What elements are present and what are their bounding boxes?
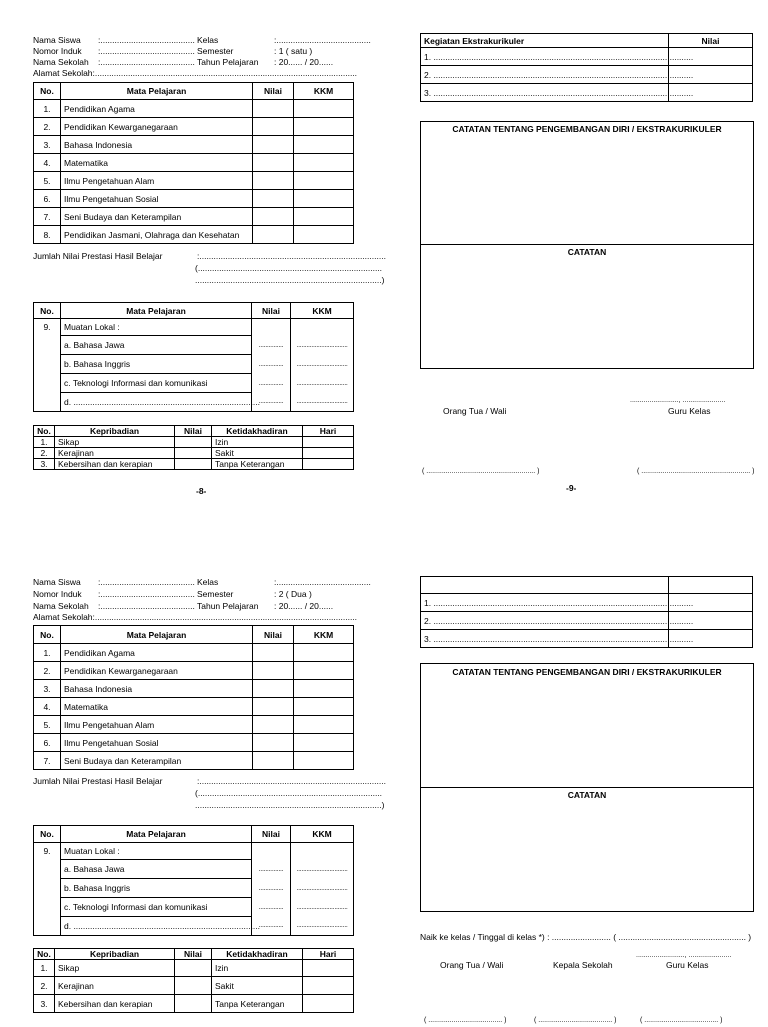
list-item: a. Bahasa Jawa ............... ............................... [34, 336, 354, 355]
ekstra-table [420, 576, 753, 648]
label-alamat: Alamat Sekolah:............................................................................................................... [33, 68, 358, 78]
value-nama-siswa: :........................................ [98, 577, 195, 587]
label-tahun: Tahun Pelajaran [197, 601, 259, 611]
mulok-table: No. Mata Pelajaran Nilai KKM 9. Muatan Lokal : a. Bahasa Jawa ............... ............................... b. Bahasa Inggris ............... ............................... c. Teknologi Informasi dan komunikasi ............... ............................... d. ............................................................................... ............... ............................... [33, 302, 354, 412]
sign-2: ( ...................................... ) [534, 1017, 617, 1024]
table-row: 5. Ilmu Pengetahuan Alam [34, 172, 354, 190]
catatan-box [420, 121, 754, 369]
list-item: b. Bahasa Inggris ............... ............................... [34, 355, 354, 374]
table-row: 7. Seni Budaya dan Keterampilan [34, 208, 354, 226]
table-row: 3. Bahasa Indonesia [34, 680, 354, 698]
table-row: 2. Pendidikan Kewarganegaraan [34, 662, 354, 680]
value-tahun: : 20...... / 20...... [274, 601, 334, 611]
divider [420, 787, 754, 788]
col-no: No. [34, 83, 61, 100]
page-number-8: -8- [196, 486, 207, 496]
catatan-pengembangan-title: CATATAN TENTANG PENGEMBANGAN DIRI / EKSTRAKURIKULER [452, 124, 722, 134]
table-row: 2. .............................................................................................................. [421, 612, 753, 630]
table-row: 3. .............................................................................................................. [421, 84, 753, 102]
subjects-table: No. Mata Pelajaran Nilai KKM 1. Pendidikan Agama 2. Pendidikan Kewarganegaraan 3. Bahasa Indonesia 4. Matematika 5. Ilmu Pengetahuan Alam 6. Ilmu Pengetahuan Sosial 7. Seni Budaya dan Keterampilan [33, 625, 354, 770]
label-nomor-induk: Nomor Induk [33, 46, 82, 56]
label-nama-siswa: Nama Siswa [33, 35, 81, 45]
col-nilai: Nilai [253, 83, 294, 100]
kepribadian-table: No. Kepribadian Nilai Ketidakhadiran Hari 1. Sikap Izin 2. Kerajinan Sakit 3. Kebersihan dan kerapian Tanpa Keterangan [33, 948, 354, 1013]
label-kelas: Kelas [197, 577, 219, 587]
label-tahun: Tahun Pelajaran [197, 57, 259, 67]
value-kelas: :........................................ [274, 577, 371, 587]
table-row: 5. Ilmu Pengetahuan Alam [34, 716, 354, 734]
date-line: ........................., ...................... [630, 397, 726, 404]
sign-1: ( ...................................... ) [424, 1017, 507, 1024]
table-row: 3. Kebersihan dan kerapian Tanpa Keterangan [34, 995, 354, 1013]
jumlah-line1: :............................................................................... [197, 251, 386, 261]
catatan-title: CATATAN [567, 790, 607, 800]
value-nama-sekolah: :........................................ [98, 601, 195, 611]
value-nama-sekolah: :........................................ [98, 57, 195, 67]
kepala-sekolah-label: Kepala Sekolah [553, 960, 613, 970]
date-line: ........................., ...................... [636, 952, 732, 959]
label-semester: Semester [197, 589, 234, 599]
list-item: d. ............................................................................... ............... ............................... [34, 917, 354, 936]
table-row: 3. Bahasa Indonesia [34, 136, 354, 154]
divider [420, 244, 754, 245]
label-nama-sekolah: Nama Sekolah [33, 601, 89, 611]
value-kelas: :........................................ [274, 35, 371, 45]
naik-kelas-line: Naik ke kelas / Tinggal di kelas *) : ......................... ( ...................................................... ) [420, 932, 752, 942]
list-item: a. Bahasa Jawa ............... ............................... [34, 860, 354, 879]
subjects-table [33, 82, 354, 244]
kepribadian-table: No. Kepribadian Nilai Ketidakhadiran Hari 1. Sikap Izin 2. Kerajinan Sakit 3. Kebersihan dan kerapian Tanpa Keterangan [33, 425, 354, 470]
jumlah-line3: ...............................................................................) [195, 275, 385, 285]
value-nomor-induk: :........................................ [98, 589, 195, 599]
list-item: d. ............................................................................... ............... ............................... [34, 393, 354, 412]
page-number-9: -9- [566, 483, 577, 493]
catatan-title: CATATAN [567, 247, 607, 257]
label-kelas: Kelas [197, 35, 219, 45]
table-row: 1. .............................................................................................................. [421, 594, 753, 612]
jumlah-line3: ...............................................................................) [195, 800, 385, 810]
label-nomor-induk: Nomor Induk [33, 589, 82, 599]
table-row: 8. Pendidikan Jasmani, Olahraga dan Kesehatan [34, 226, 354, 244]
table-row: 1. .............................................................................................................. [421, 48, 753, 66]
col-mapel: Mata Pelajaran [61, 83, 253, 100]
guru-kelas-label: Guru Kelas [666, 960, 709, 970]
ekstra-table [420, 33, 753, 102]
table-row: 1. Pendidikan Agama [34, 100, 354, 118]
sign-right: ( ........................................................ ) [637, 468, 755, 475]
table-row: 2. Kerajinan Sakit [34, 448, 354, 459]
label-alamat: Alamat Sekolah:............................................................................................................... [33, 612, 358, 622]
value-semester: : 1 ( satu ) [274, 46, 313, 56]
list-item: c. Teknologi Informasi dan komunikasi ............... ............................... [34, 898, 354, 917]
sign-left: ( ........................................................ ) [422, 468, 540, 475]
jumlah-line2: (.............................................................................. [195, 263, 383, 273]
jumlah-label: Jumlah Nilai Prestasi Hasil Belajar [33, 251, 163, 261]
table-row: 2. .............................................................................................................. [421, 66, 753, 84]
table-row: 7. Seni Budaya dan Keterampilan [34, 752, 354, 770]
label-nama-sekolah: Nama Sekolah [33, 57, 89, 67]
orang-tua-label: Orang Tua / Wali [443, 406, 507, 416]
table-row: 1. Sikap Izin [34, 437, 354, 448]
value-nama-siswa: :........................................ [98, 35, 195, 45]
label-nama-siswa: Nama Siswa [33, 577, 81, 587]
table-row: 4. Matematika [34, 154, 354, 172]
value-semester: : 2 ( Dua ) [274, 589, 312, 599]
table-row: 2. Pendidikan Kewarganegaraan [34, 118, 354, 136]
table-row: 6. Ilmu Pengetahuan Sosial [34, 734, 354, 752]
table-row: 6. Ilmu Pengetahuan Sosial [34, 190, 354, 208]
jumlah-line2: (.............................................................................. [195, 788, 383, 798]
jumlah-line1: :............................................................................... [197, 776, 386, 786]
table-row: 4. Matematika [34, 698, 354, 716]
table-row: 1. Pendidikan Agama [34, 644, 354, 662]
col-nilai: Nilai [669, 34, 753, 48]
table-row: 3. Kebersihan dan kerapian Tanpa Keterangan [34, 459, 354, 470]
jumlah-label: Jumlah Nilai Prestasi Hasil Belajar [33, 776, 163, 786]
mulok-table: No. Mata Pelajaran Nilai KKM 9. Muatan Lokal : a. Bahasa Jawa ............... ............................... b. Bahasa Inggris ............... ............................... c. Teknologi Informasi dan komunikasi ............... ............................... d. ............................................................................... ............... ............................... [33, 825, 354, 936]
table-row: 2. Kerajinan Sakit [34, 977, 354, 995]
list-item: c. Teknologi Informasi dan komunikasi ............... ............................... [34, 374, 354, 393]
col-kegiatan: Kegiatan Ekstrakurikuler [421, 34, 669, 48]
table-row: 1. Sikap Izin [34, 960, 354, 977]
value-nomor-induk: :........................................ [98, 46, 195, 56]
list-item: b. Bahasa Inggris ............... ............................... [34, 879, 354, 898]
catatan-pengembangan-title: CATATAN TENTANG PENGEMBANGAN DIRI / EKSTRAKURIKULER [452, 667, 722, 677]
sign-3: ( ...................................... ) [640, 1017, 723, 1024]
table-row: 3. .............................................................................................................. [421, 630, 753, 648]
guru-kelas-label: Guru Kelas [668, 406, 711, 416]
value-tahun: : 20...... / 20...... [274, 57, 334, 67]
col-kkm: KKM [294, 83, 354, 100]
orang-tua-label: Orang Tua / Wali [440, 960, 504, 970]
label-semester: Semester [197, 46, 234, 56]
